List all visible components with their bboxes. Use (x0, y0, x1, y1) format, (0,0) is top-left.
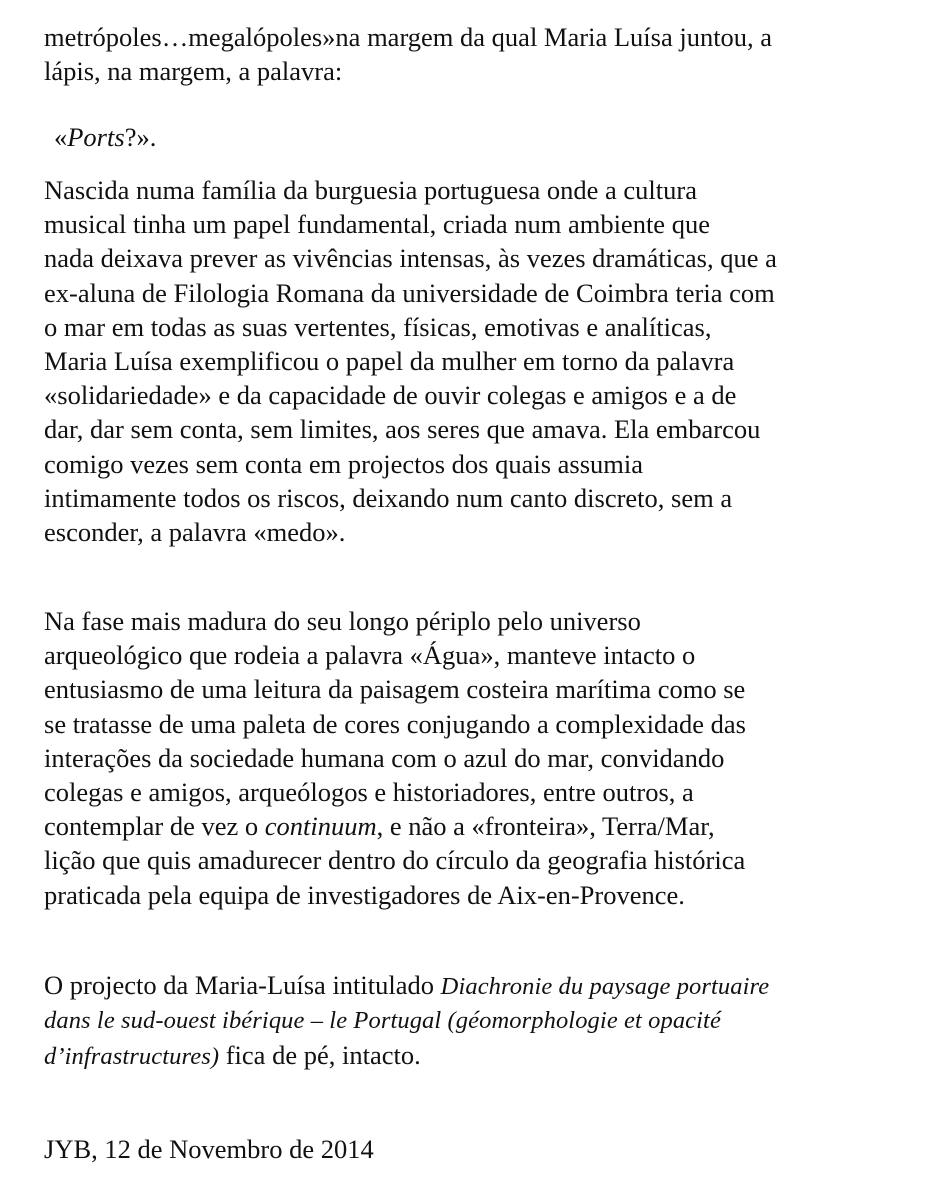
text-line: comigo vezes sem conta em projectos dos quais assumia (44, 448, 644, 479)
text-line: interações da sociedade humana com o azul do mar, convidando (44, 742, 725, 773)
text-line: o mar em todas as suas vertentes, físicas, emotivas e analíticas, (44, 311, 712, 342)
paragraph-biography (44, 173, 777, 549)
signature-line: JYB, 12 de Novembro de 2014 (44, 1134, 374, 1164)
text-line: «solidariedade» e da capacidade de ouvir colegas e amigos e a de (44, 380, 737, 411)
text-fragment: , e não a «fronteira», Terra/Mar, (376, 811, 715, 842)
text-line: Nascida numa família da burguesia portuguesa onde a cultura (44, 175, 697, 205)
text-line: esconder, a palavra «medo». (44, 517, 346, 548)
quote-open: « (54, 122, 68, 152)
text-line: musical tinha um papel fundamental, criada num ambiente que (44, 209, 710, 240)
text-fragment: O projecto da Maria-Luísa intitulado (44, 970, 441, 1000)
italic-project-title: Diachronie du paysage portuaire (440, 973, 770, 1000)
paragraph-archaeology (44, 604, 746, 912)
text-line (44, 1038, 769, 1074)
text-line: praticada pela equipa de investigadores de Aix-en-Provence. (44, 879, 685, 910)
italic-project-title-end: d’infrastructures) (44, 1043, 220, 1071)
text-line: se tratasse de uma paleta de cores conjugando a complexidade das (44, 708, 746, 739)
italic-continuum: continuum (264, 811, 377, 842)
text-fragment: fica de pé, intacto. (219, 1040, 421, 1071)
text-line: nada deixava prever as vivências intensas, às vezes dramáticas, que a (44, 243, 777, 274)
paragraph-intro (44, 20, 772, 88)
paragraph-ports-quote (54, 120, 156, 154)
text-line: Na fase mais madura do seu longo périplo pelo universo (44, 606, 641, 636)
text-line: entusiasmo de uma leitura da paisagem costeira marítima como se (44, 674, 746, 705)
italic-project-title-line: dans le sud-ouest ibérique – le Portugal (géomorphologie et opacité (44, 1007, 721, 1035)
text-line: arqueológico que rodeia a palavra «Água», manteve intacto o (44, 640, 696, 671)
text-line: lição que quis amadurecer dentro do círculo da geografia histórica (44, 845, 746, 876)
italic-ports: Ports (67, 122, 125, 152)
text-line (44, 809, 746, 843)
text-line: ex-aluna de Filologia Romana da universidade de Coimbra teria com (44, 277, 775, 308)
text-line (44, 968, 769, 1004)
text-line: metrópoles…megalópoles»na margem da qual Maria Luísa juntou, a (44, 22, 773, 52)
paragraph-project (44, 968, 769, 1075)
quote-close: ?». (124, 122, 157, 152)
text-line: intimamente todos os riscos, deixando num canto discreto, sem a (44, 482, 733, 513)
text-line: dar, dar sem conta, sem limites, aos seres que amava. Ela embarcou (44, 414, 761, 445)
text-fragment: contemplar de vez o (44, 811, 265, 842)
text-line: colegas e amigos, arqueólogos e historiadores, entre outros, a (44, 777, 694, 808)
text-line: Maria Luísa exemplificou o papel da mulher em torno da palavra (44, 346, 735, 377)
text-line: lápis, na margem, a palavra: (44, 56, 343, 87)
